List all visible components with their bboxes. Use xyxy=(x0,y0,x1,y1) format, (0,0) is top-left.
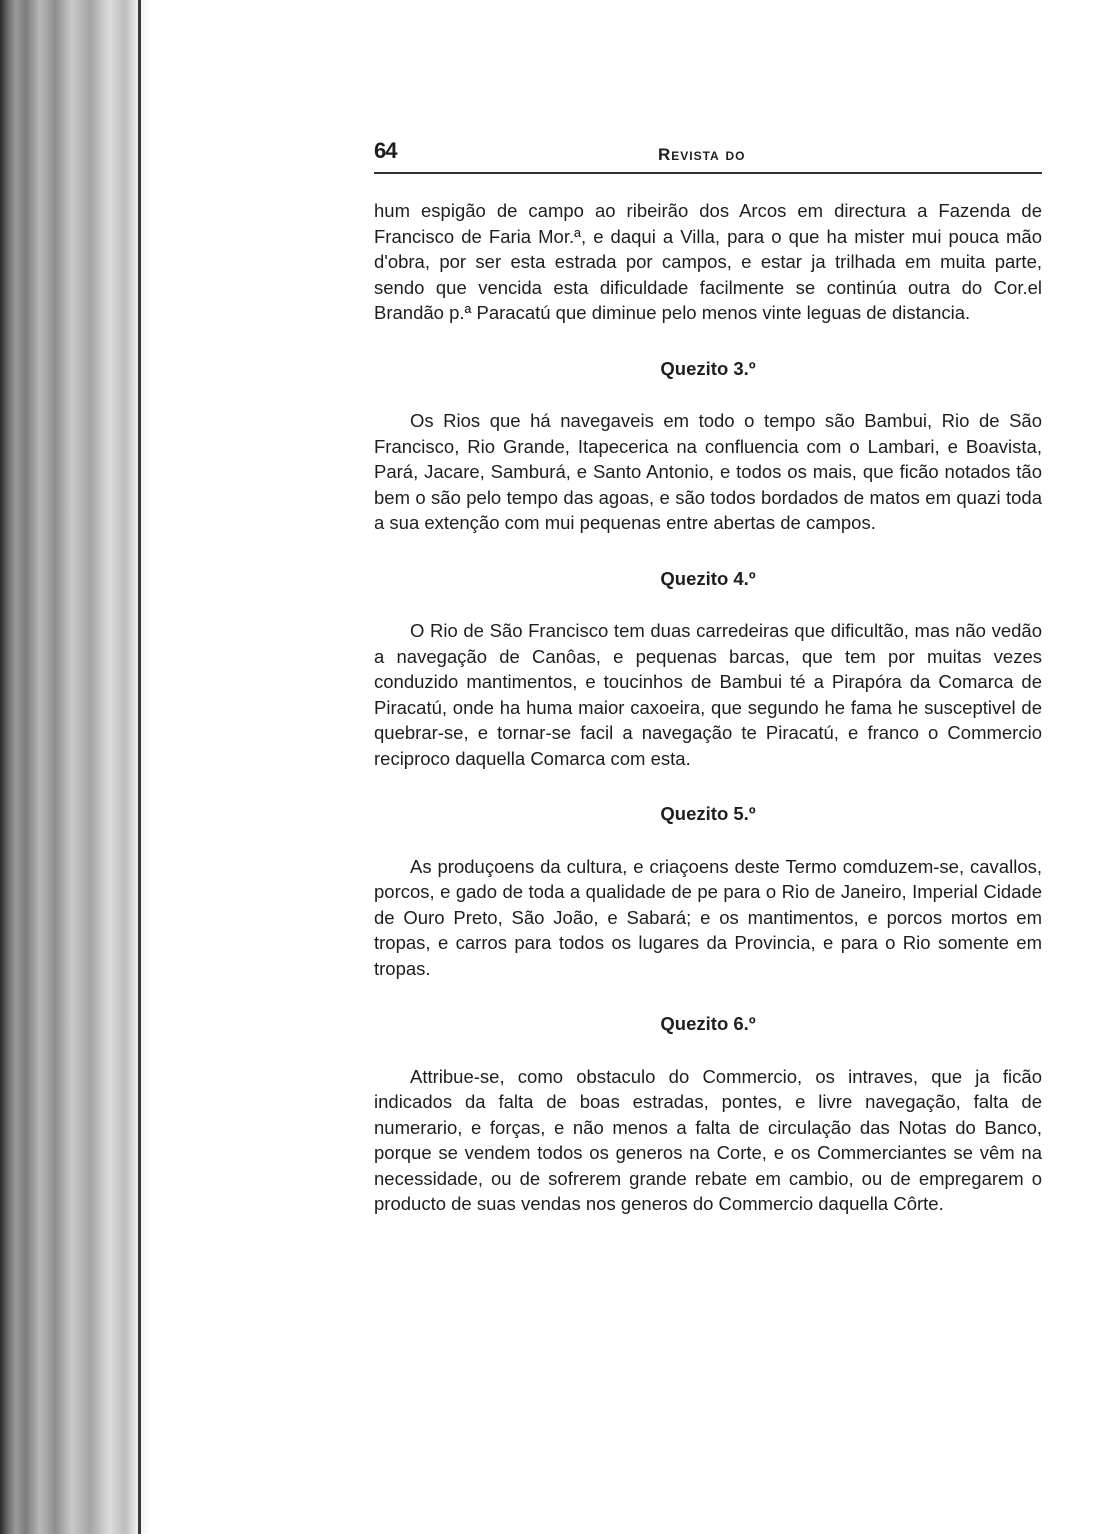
section-heading-5: Quezito 5.º xyxy=(660,803,756,824)
running-title: Revista do xyxy=(658,145,746,164)
page-header xyxy=(374,138,1042,174)
book-binding-shadow xyxy=(0,0,150,1534)
paragraph-quezito-3: Os Rios que há navegaveis em todo o tempo são Bambui, Rio de São Francisco, Rio Grande, Itapecerica na confluencia com o Lambari, e Boavista, Pará, Jacare, Samburá, e Santo Antonio, e todos os mais, que ficão notados tão bem o são pelo tempo das agoas, e são todos bordados de matos em quazi toda a sua extenção com mui pequenas entre abertas de campos. xyxy=(374,410,1042,533)
paragraph-continuation: hum espigão de campo ao ribeirão dos Arcos em directura a Fazenda de Francisco de Faria Mor.ª, e daqui a Villa, para o que ha mister mui pouca mão d'obra, por ser esta estrada por campos, e estar ja trilhada em muita parte, sendo que vencida esta dificuldade facilmente se continúa outra do Cor.el Brandão p.ª Paracatú que diminue pelo menos vinte leguas de distancia. xyxy=(374,200,1042,323)
paragraph-quezito-6: Attribue-se, como obstaculo do Commercio, os intraves, que ja ficão indicados da falta de boas estradas, pontes, e livre navegação, falta de numerario, e forças, e não menos a falta de circulação das Notas do Banco, porque se vendem todos os generos na Corte, e os Commerciantes se vêm na necessidade, ou de sofrerem grande rebate em cambio, ou de empregarem o producto de suas vendas nos generos do Commercio daquella Côrte. xyxy=(374,1065,1042,1214)
section-heading-6: Quezito 6.º xyxy=(660,1013,756,1034)
page-body xyxy=(374,198,1042,1217)
binding-edge xyxy=(138,0,141,1534)
paragraph-quezito-5: As produçoens da cultura, e criaçoens deste Termo comduzem-se, cavallos, porcos, e gado de toda a qualidade de pe para o Rio de Janeiro, Imperial Cidade de Ouro Preto, São João, e Sabará; e os mantimentos, e porcos mortos em tropas, e carros para todos os lugares da Provincia, e para o Rio somente em tropas. xyxy=(374,855,1042,979)
section-heading-4: Quezito 4.º xyxy=(660,567,756,589)
section-heading-3: Quezito 3.º xyxy=(660,357,756,379)
paragraph-quezito-4: O Rio de São Francisco tem duas carredeiras que dificultão, mas não vedão a navegação de Canôas, e pequenas barcas, que tem por muitas vezes conduzido mantimentos, e toucinhos de Bambui té a Pirapóra da Comarca de Piracatú, onde ha huma maior caxoeira, que segundo he fama he susceptivel de quebrar-se, e tornar-se facil a navegação te Piracatú, e franco o Commercio reciproco daquella Comarca com esta. xyxy=(374,620,1042,769)
page-number: 64 xyxy=(374,138,397,163)
page xyxy=(374,138,1042,1217)
